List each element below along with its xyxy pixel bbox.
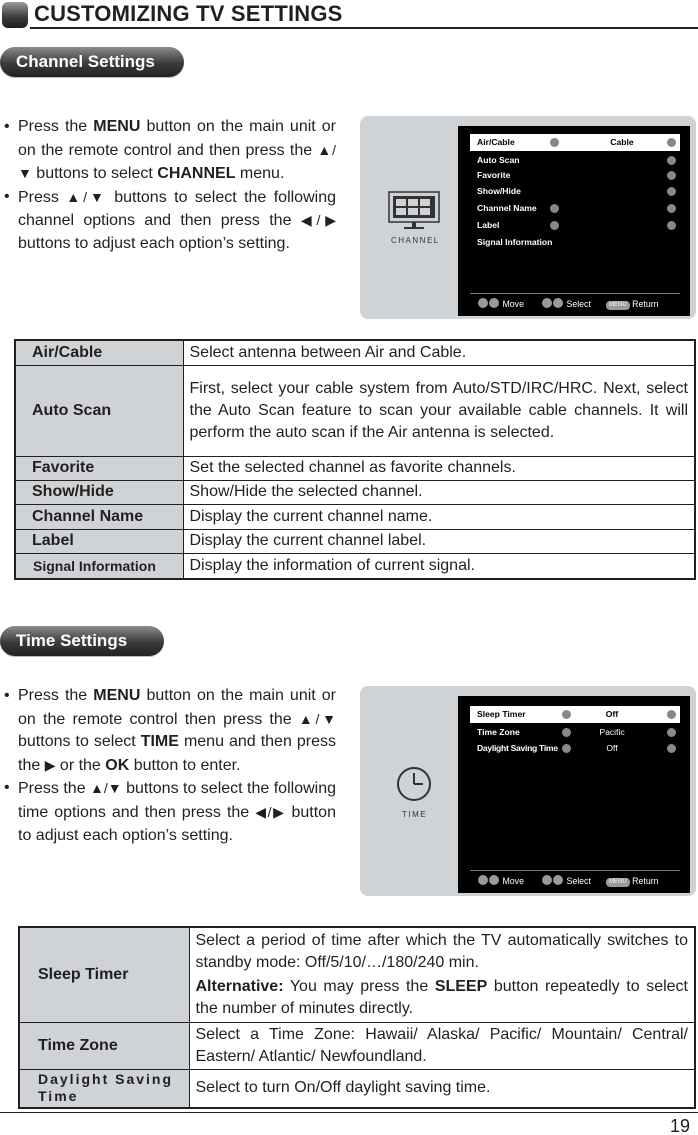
down-button-icon [489, 298, 499, 308]
sleep-timer-desc: Select a period of time after which the TV automatically switches to standby mode: Off/5/10/…/180/240 min. [195, 932, 688, 971]
menu-key-icon: MENU [606, 878, 630, 887]
table-row: Channel Name Display the current channel name. [15, 504, 695, 529]
left-arrow-icon [550, 221, 559, 230]
right-button-icon [553, 875, 563, 885]
right-arrow-icon [667, 171, 676, 180]
table-row: Signal Information Display the information of current signal. [15, 553, 695, 579]
menu-row-sleep-timer[interactable]: Sleep Timer Off [470, 706, 680, 723]
header-rule [30, 27, 698, 29]
page-title: CUSTOMIZING TV SETTINGS [34, 1, 343, 26]
left-arrow-icon [562, 744, 571, 753]
menu-row-channel-name[interactable]: Channel Name [470, 200, 680, 217]
sleep-timer-alt: Alternative: You may press the SLEEP button repeatedly to select the number of minutes directly. [195, 978, 689, 1017]
right-arrow-icon [667, 728, 676, 737]
channel-menu-panel [458, 126, 690, 316]
clock-icon [396, 766, 432, 802]
channel-screen-label: CHANNEL [391, 236, 440, 245]
left-right-arrows-icon: ◀/▶ [255, 803, 286, 820]
menu-row-signal-information[interactable]: Signal Information [477, 237, 553, 247]
left-button-icon [542, 875, 552, 885]
menu-footer-divider [470, 293, 680, 294]
up-button-icon [478, 875, 488, 885]
table-row: Favorite Set the selected channel as favorite channels. [15, 456, 695, 480]
channel-bullet-1: • Press the MENU button on the main unit or on the remote control and then press the ▲/▼ buttons to select CHANNEL menu. [4, 118, 337, 183]
menu-row-time-zone[interactable]: Time Zone Pacific [470, 724, 680, 741]
right-arrow-icon: ▶ [44, 756, 56, 773]
channel-options-table [14, 339, 696, 580]
channel-settings-pill: Channel Settings [0, 47, 184, 77]
footer-rule [0, 1112, 698, 1113]
tv-channel-icon [388, 191, 440, 231]
up-down-arrows-icon: ▲/▼ [66, 188, 107, 205]
down-button-icon [489, 875, 499, 885]
table-row: Auto Scan First, select your cable system from Auto/STD/IRC/HRC. Next, select the Auto Scan feature to scan your available cable channels. It will perform the auto scan if the Air antenna is selected. [15, 365, 695, 456]
menu-row-show-hide[interactable]: Show/Hide [470, 183, 680, 200]
right-arrow-icon [667, 156, 676, 165]
left-right-arrows-icon: ◀/▶ [300, 212, 336, 229]
time-menu-panel [458, 696, 690, 893]
time-bullet-1: • Press the MENU button on the main unit or on the remote control then press the ▲/▼ buttons to select TIME menu and then press the ▶ or the OK button to enter. [4, 687, 337, 774]
time-settings-pill: Time Settings [0, 626, 164, 656]
left-arrow-icon [550, 204, 559, 213]
up-button-icon [478, 298, 488, 308]
table-row: Show/Hide Show/Hide the selected channel. [15, 480, 695, 504]
menu-footer: Move Select MENU Return [470, 296, 680, 312]
right-arrow-icon [667, 204, 676, 213]
menu-row-label[interactable]: Label [470, 217, 680, 234]
up-down-arrows-icon: ▲/▼ [298, 710, 336, 727]
table-row: Air/Cable Select antenna between Air and Cable. [15, 340, 695, 365]
header-badge [2, 2, 28, 28]
time-screen-label: TIME [402, 810, 428, 819]
menu-row-daylight-saving[interactable]: Daylight Saving Time Off [470, 740, 680, 757]
menu-key-icon: MENU [606, 301, 630, 310]
right-button-icon [553, 298, 563, 308]
page-number: 19 [669, 1116, 690, 1135]
right-arrow-icon [667, 187, 676, 196]
channel-bullet-2: • Press ▲/▼ buttons to select the following channel options and then press the ◀/▶ buttons to adjust each option’s setting. [4, 187, 336, 252]
menu-row-favorite[interactable]: Favorite [470, 167, 680, 184]
menu-footer: Move Select MENU Return [470, 873, 680, 889]
right-arrow-icon [667, 138, 676, 147]
table-row: Sleep Timer Select a period of time after which the TV automatically switches to standby mode: Off/5/10/…/180/240 min. Alternative: You may press the SLEEP button repeatedly to select the number of minutes directly. [19, 927, 695, 1023]
up-down-arrows-icon: ▲/▼ [18, 141, 336, 182]
left-arrow-icon [562, 710, 571, 719]
channel-menu-screenshot [360, 116, 696, 319]
table-row: Label Display the current channel label. [15, 529, 695, 553]
time-bullet-2: • Press the ▲/▼ buttons to select the following time options and then press the ◀/▶ button to adjust each option’s setting. [4, 779, 336, 844]
menu-footer-divider [470, 870, 680, 871]
time-instructions [4, 685, 336, 847]
left-button-icon [542, 298, 552, 308]
table-row: Daylight Saving Time Select to turn On/Off daylight saving time. [19, 1070, 695, 1108]
menu-row-auto-scan[interactable]: Auto Scan [470, 152, 680, 169]
left-arrow-icon [562, 728, 571, 737]
channel-instructions [4, 116, 336, 256]
right-arrow-icon [667, 744, 676, 753]
right-arrow-icon [667, 710, 676, 719]
time-options-table [18, 926, 696, 1109]
right-arrow-icon [667, 221, 676, 230]
time-menu-screenshot [360, 686, 696, 896]
table-row: Time Zone Select a Time Zone: Hawaii/ Alaska/ Pacific/ Mountain/ Central/ Eastern/ Atlantic/ Newfoundland. [19, 1023, 695, 1070]
menu-row-air-cable[interactable]: Air/Cable Cable [470, 134, 680, 151]
left-arrow-icon [550, 138, 559, 147]
up-down-arrows-icon: ▲/▼ [90, 780, 122, 797]
